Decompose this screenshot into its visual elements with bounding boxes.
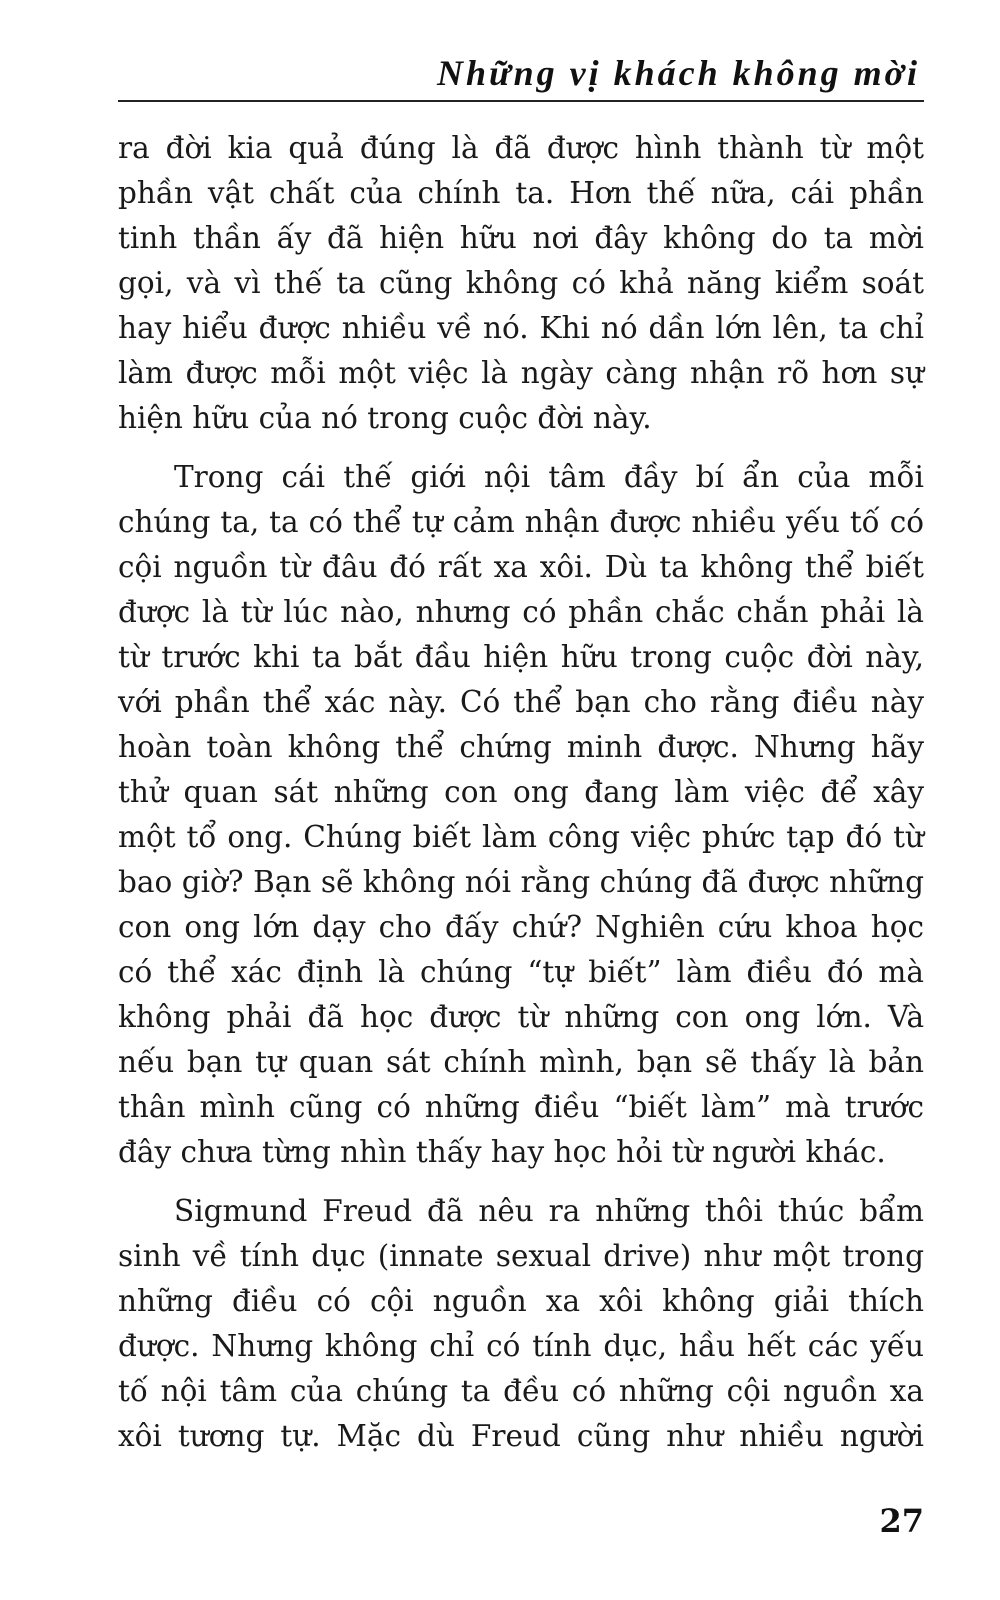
text-line: được là từ lúc nào, nhưng có phần chắc chắn phải là [118,595,924,629]
text-line: làm được mỗi một việc là ngày càng nhận rõ hơn sự [118,356,925,390]
text-line: phần vật chất của chính ta. Hơn thế nữa, cái phần [118,176,925,210]
text-line: thân mình cũng có những điều “biết làm” mà trước [118,1090,925,1124]
text-line: có thể xác định là chúng “tự biết” làm điều đó mà [118,955,924,989]
text-line: sinh về tính dục (innate sexual drive) như một trong [118,1239,925,1273]
text-line: nếu bạn tự quan sát chính mình, bạn sẽ thấy là bản [118,1045,924,1079]
text-line: từ trước khi ta bắt đầu hiện hữu trong cuộc đời này, [118,640,925,674]
text-line: đây chưa từng nhìn thấy hay học hỏi từ người khác. [118,1135,886,1169]
paragraph-2 [118,455,924,1175]
text-line: với phần thể xác này. Có thể bạn cho rằng điều này [118,685,924,719]
paragraph-1 [118,126,924,441]
text-line: cội nguồn từ đâu đó rất xa xôi. Dù ta không thể biết [118,550,924,584]
text-line: một tổ ong. Chúng biết làm công việc phức tạp đó từ [118,820,924,854]
paragraph-3 [118,1189,924,1459]
text-line: gọi, và vì thế ta cũng không có khả năng kiểm soát [118,266,924,300]
text-line: hiện hữu của nó trong cuộc đời này. [118,401,652,435]
text-line: Sigmund Freud đã nêu ra những thôi thúc bẩm [174,1194,925,1228]
text-line: được. Nhưng không chỉ có tính dục, hầu hết các yếu [118,1329,924,1363]
text-line: hay hiểu được nhiều về nó. Khi nó dần lớn lên, ta chỉ [118,311,924,345]
text-line: con ong lớn dạy cho đấy chứ? Nghiên cứu khoa học [118,910,924,944]
text-line: bao giờ? Bạn sẽ không nói rằng chúng đã được những [118,865,924,899]
text-line: tinh thần ấy đã hiện hữu nơi đây không do ta mời [118,221,924,255]
text-line: chúng ta, ta có thể tự cảm nhận được nhiều yếu tố có [118,505,924,539]
text-line: Trong cái thế giới nội tâm đầy bí ẩn của mỗi [174,460,924,494]
text-line: hoàn toàn không thể chứng minh được. Nhưng hãy [118,730,924,764]
text-line: ra đời kia quả đúng là đã được hình thành từ một [118,131,924,165]
text-line: xôi tương tự. Mặc dù Freud cũng như nhiều người [118,1419,924,1453]
page-body [118,126,924,1473]
running-header-title: Những vị khách không mời [437,53,920,93]
text-line: thử quan sát những con ong đang làm việc để xây [118,775,925,809]
page-number: 27 [879,1502,924,1540]
text-line: tố nội tâm của chúng ta đều có những cội nguồn xa [118,1374,924,1408]
header-divider [118,100,924,102]
text-line: những điều có cội nguồn xa xôi không giải thích [118,1284,924,1318]
text-line: không phải đã học được từ những con ong lớn. Và [118,1000,925,1034]
